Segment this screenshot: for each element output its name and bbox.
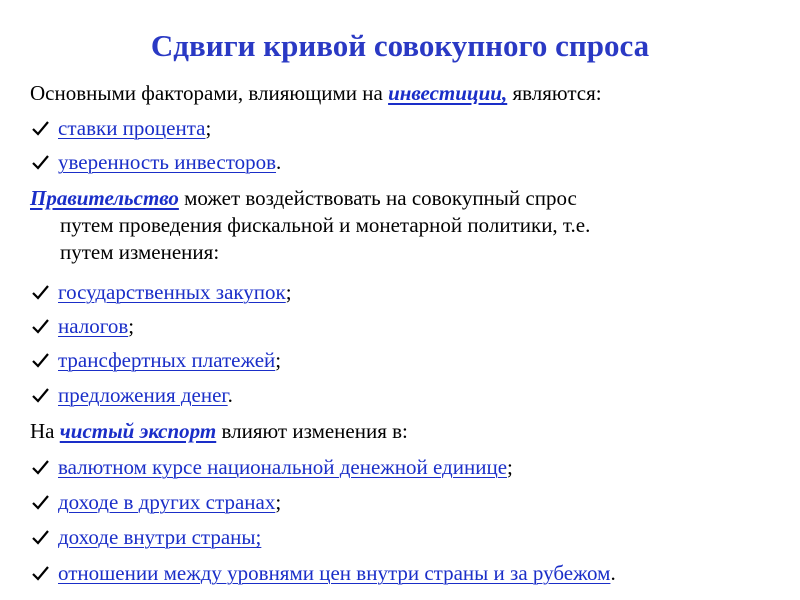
investment-intro [30, 80, 602, 106]
slide: Сдвиги кривой совокупного спроса Основными факторами, влияющими на инвестиции, являются: ставки процента; уверенность инвесторов. Правительство может воздействовать на совокупный спрос путем проведения фискальной и монетарной политики, т.е. путем изменения: государственных закупок; налогов; трансфертных платежей; предложения денег. На чистый экспорт влияют изменения в: валютном курсе национальной денежной единице; доходе в других странах; доходе внутри страны; отношении между уровнями цен внутри страны и за рубежом. [0, 0, 800, 600]
checkmark-icon [30, 149, 52, 175]
checkmark-icon [30, 347, 52, 373]
net-export-intro [30, 418, 408, 444]
list-item-text: отношении между уровнями цен внутри страны и за рубежом [58, 561, 611, 585]
checkmark-icon [30, 524, 52, 550]
checkmark-icon [30, 279, 52, 305]
list-item-text: валютном курсе национальной денежной единице [58, 455, 508, 479]
government-intro-line2: путем проведения фискальной и монетарной политики, т.е. [60, 213, 591, 237]
checkmark-icon [30, 560, 52, 586]
list-item-text: доходе внутри страны; [58, 525, 262, 549]
net-export-intro-prefix: На [30, 419, 60, 443]
checkmark-icon [30, 313, 52, 339]
list-item-text: трансфертных платежей [58, 348, 276, 372]
government-intro-line3: путем изменения: [60, 240, 220, 264]
government-keyword: Правительство [30, 186, 179, 210]
checkmark-icon [30, 382, 52, 408]
net-export-intro-suffix: влияют изменения в: [216, 419, 408, 443]
checkmark-icon [30, 489, 52, 515]
list-item-text: ставки процента [58, 116, 206, 140]
investment-keyword: инвестиции, [388, 81, 508, 105]
government-intro [30, 185, 577, 211]
checkmark-icon [30, 454, 52, 480]
government-intro-suffix: может воздействовать на совокупный спрос [178, 186, 577, 210]
slide-title: Сдвиги кривой совокупного спроса [150, 28, 650, 63]
net-export-keyword: чистый экспорт [59, 419, 217, 443]
list-item-text: уверенность инвесторов [58, 150, 277, 174]
investment-intro-suffix: являются: [507, 81, 602, 105]
investment-intro-prefix: Основными факторами, влияющими на [30, 81, 389, 105]
checkmark-icon [30, 115, 52, 141]
list-item-text: государственных закупок [58, 280, 286, 304]
list-item-text: налогов [58, 314, 129, 338]
list-item-text: доходе в других странах [58, 490, 276, 514]
list-item-text: предложения денег [58, 383, 228, 407]
